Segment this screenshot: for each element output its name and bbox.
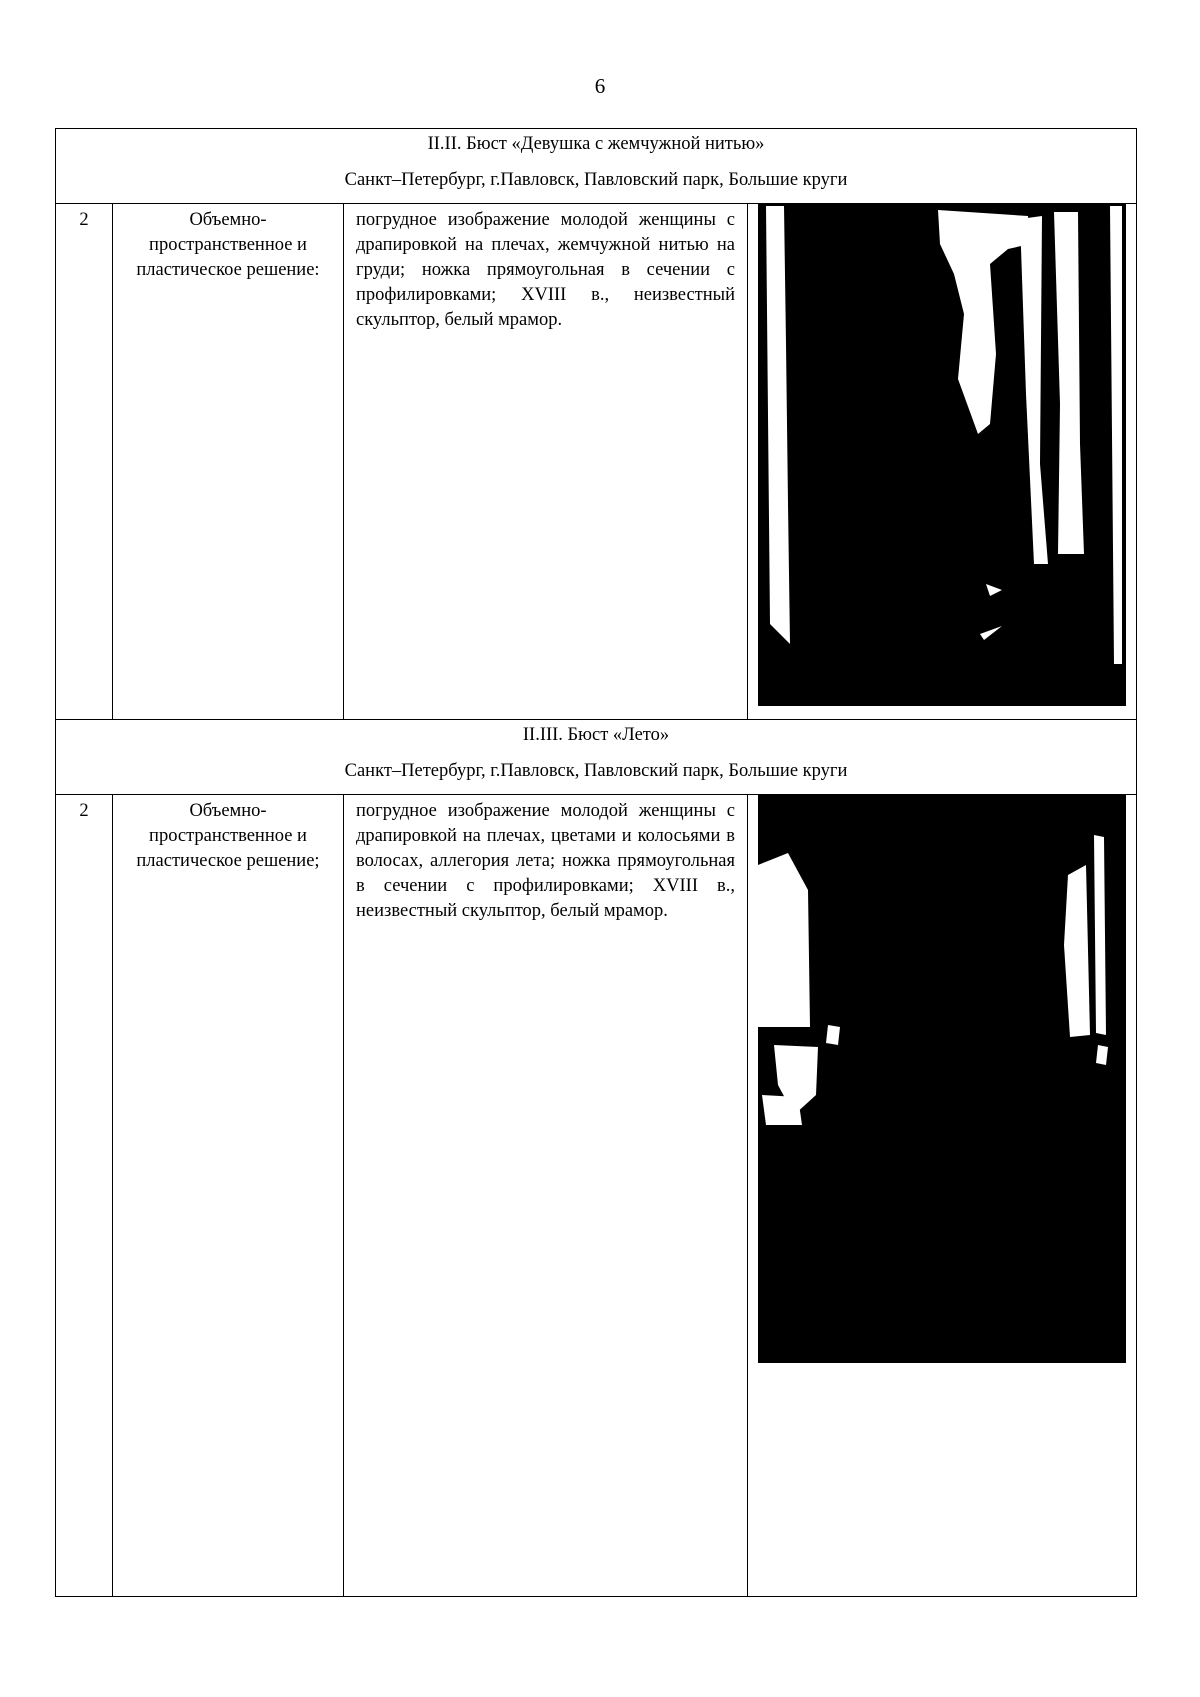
row-number: 2 [56,795,113,1597]
section-location: Санкт–Петербург, г.Павловск, Павловский парк, Большие круги [344,170,848,190]
objects-table [55,128,1137,1597]
page-number: 6 [594,74,606,98]
row-label: Объемно-пространственное и пластическое решение; [113,795,344,1597]
photo-cell [748,795,1137,1597]
photo-cell [748,204,1137,720]
row-description: погрудное изображение молодой женщины с драпировкой на плечах, жемчужной нитью на груди; ножка прямоугольная в сечении с профилировками; XVIII в., неизвестный скульптор, белый мрамор. [344,204,748,720]
row-description: погрудное изображение молодой женщины с драпировкой на плечах, цветами и колосьями в волосах, аллегория лета; ножка прямоугольная в сечении с профилировками; XVIII в., неизвестный скульптор, белый мрамор. [344,795,748,1597]
row-number: 2 [56,204,113,720]
row-label: Объемно-пространственное и пластическое решение: [113,204,344,720]
table-row [56,204,1137,720]
section-location: Санкт–Петербург, г.Павловск, Павловский парк, Большие круги [344,761,848,781]
bust-photo [758,204,1126,706]
section-header-cell [56,129,1137,204]
section-title: II.II. Бюст «Девушка с жемчужной нитью» [427,134,765,154]
section-header-2 [56,720,1137,795]
section-title: II.III. Бюст «Лето» [522,725,670,745]
section-header-1 [56,129,1137,204]
section-header-cell [56,720,1137,795]
bust-photo [758,795,1126,1363]
table-row [56,795,1137,1597]
